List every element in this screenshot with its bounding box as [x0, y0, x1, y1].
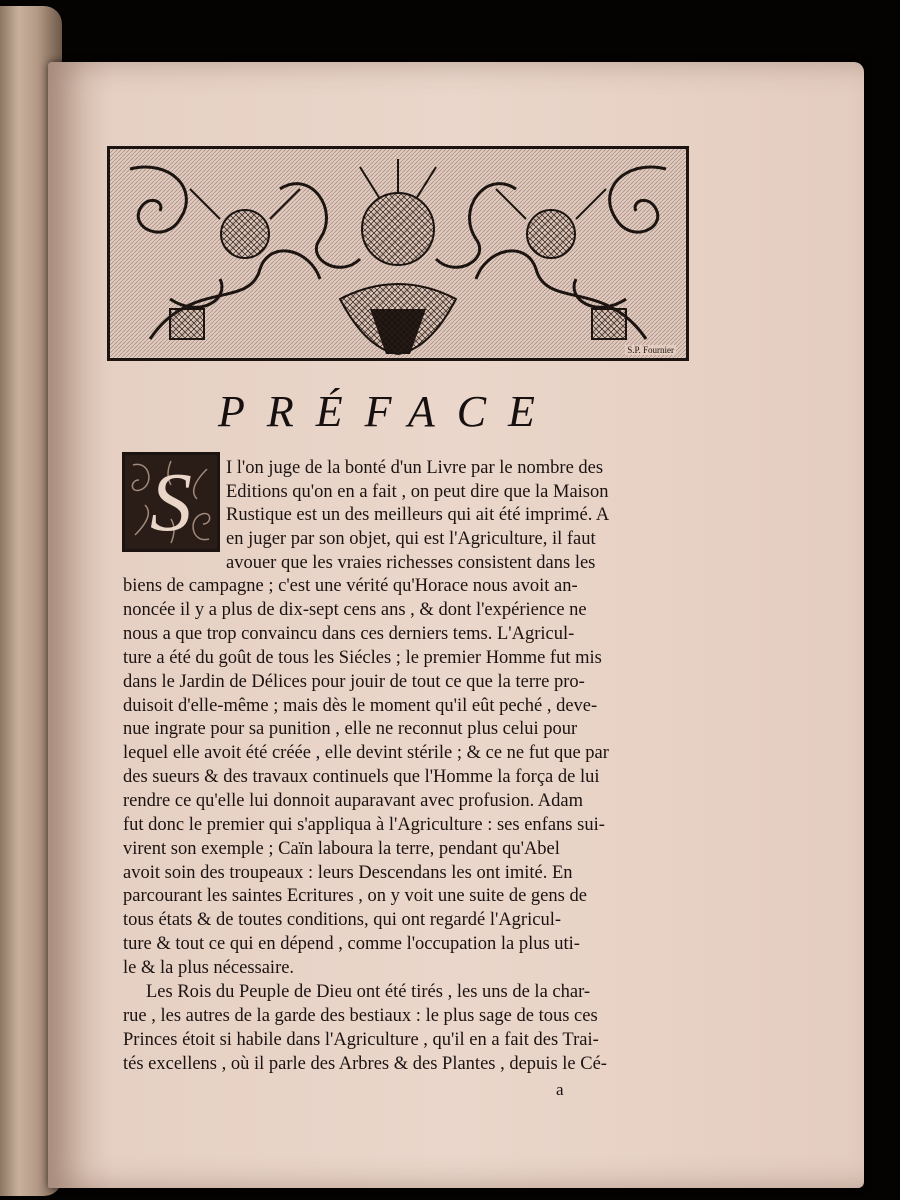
text-line: parcourant les saintes Ecritures , on y voit une suite de gens de: [123, 886, 587, 906]
text-line: tous états & de toutes conditions, qui ont regardé l'Agricul-: [123, 910, 561, 930]
text-line: Editions qu'on en a fait , on peut dire que la Maison: [226, 482, 609, 502]
text-line: des sueurs & des travaux continuels que l'Homme la força de lui: [123, 767, 600, 787]
text-line: nue ingrate pour sa punition , elle ne reconnut plus celui pour: [123, 719, 578, 739]
signature-mark: a: [556, 1080, 564, 1099]
text-line: avoit soin des troupeaux : leurs Descendans les ont imité. En: [123, 863, 573, 883]
text-line: en juger par son objet, qui est l'Agriculture, il faut: [226, 529, 596, 549]
text-line: fut donc le premier qui s'appliqua à l'Agriculture : ses enfans sui-: [123, 815, 605, 835]
text-line: nous a que trop convaincu dans ces derniers tems. L'Agricul-: [123, 624, 575, 644]
text-line: Les Rois du Peuple de Dieu ont été tirés , les uns de la char-: [146, 982, 591, 1002]
text-line: lequel elle avoit été créée , elle devint stérile ; & ce ne fut que par: [123, 743, 609, 763]
text-line: Princes étoit si habile dans l'Agriculture , qu'il en a fait des Trai-: [123, 1030, 599, 1050]
page-title: PRÉFACE: [218, 387, 557, 436]
text-line: duisoit d'elle-même ; mais dès le moment qu'il eût peché , deve-: [123, 696, 598, 716]
text-line: I l'on juge de la bonté d'un Livre par le nombre des: [226, 458, 604, 478]
text-line: Rustique est un des meilleurs qui ait été imprimé. A: [226, 505, 610, 525]
text-line: ture a été du goût de tous les Siécles ; le premier Homme fut mis: [123, 648, 602, 668]
text-line: rendre ce qu'elle lui donnoit auparavant avec profusion. Adam: [123, 791, 584, 811]
text-line: biens de campagne ; c'est une vérité qu'Horace nous avoit an-: [123, 576, 578, 596]
text-line: tés excellens , où il parle des Arbres & des Plantes , depuis le Cé-: [123, 1054, 607, 1074]
text-line: avouer que les vraies richesses consistent dans les: [226, 553, 596, 573]
text-line: dans le Jardin de Délices pour jouir de tout ce que la terre pro-: [123, 672, 585, 692]
text-line: virent son exemple ; Caïn laboura la terre, pendant qu'Abel: [123, 839, 560, 859]
text-line: ture & tout ce qui en dépend , comme l'occupation la plus uti-: [123, 934, 580, 954]
drop-cap-letter: S: [150, 456, 192, 549]
engraver-signature: S.P. Fournier: [627, 345, 674, 355]
text-line: rue , les autres de la garde des bestiaux : le plus sage de tous ces: [123, 1006, 598, 1026]
text-line: noncée il y a plus de dix-sept cens ans , & dont l'expérience ne: [123, 600, 587, 620]
text-line: le & la plus nécessaire.: [123, 958, 295, 978]
